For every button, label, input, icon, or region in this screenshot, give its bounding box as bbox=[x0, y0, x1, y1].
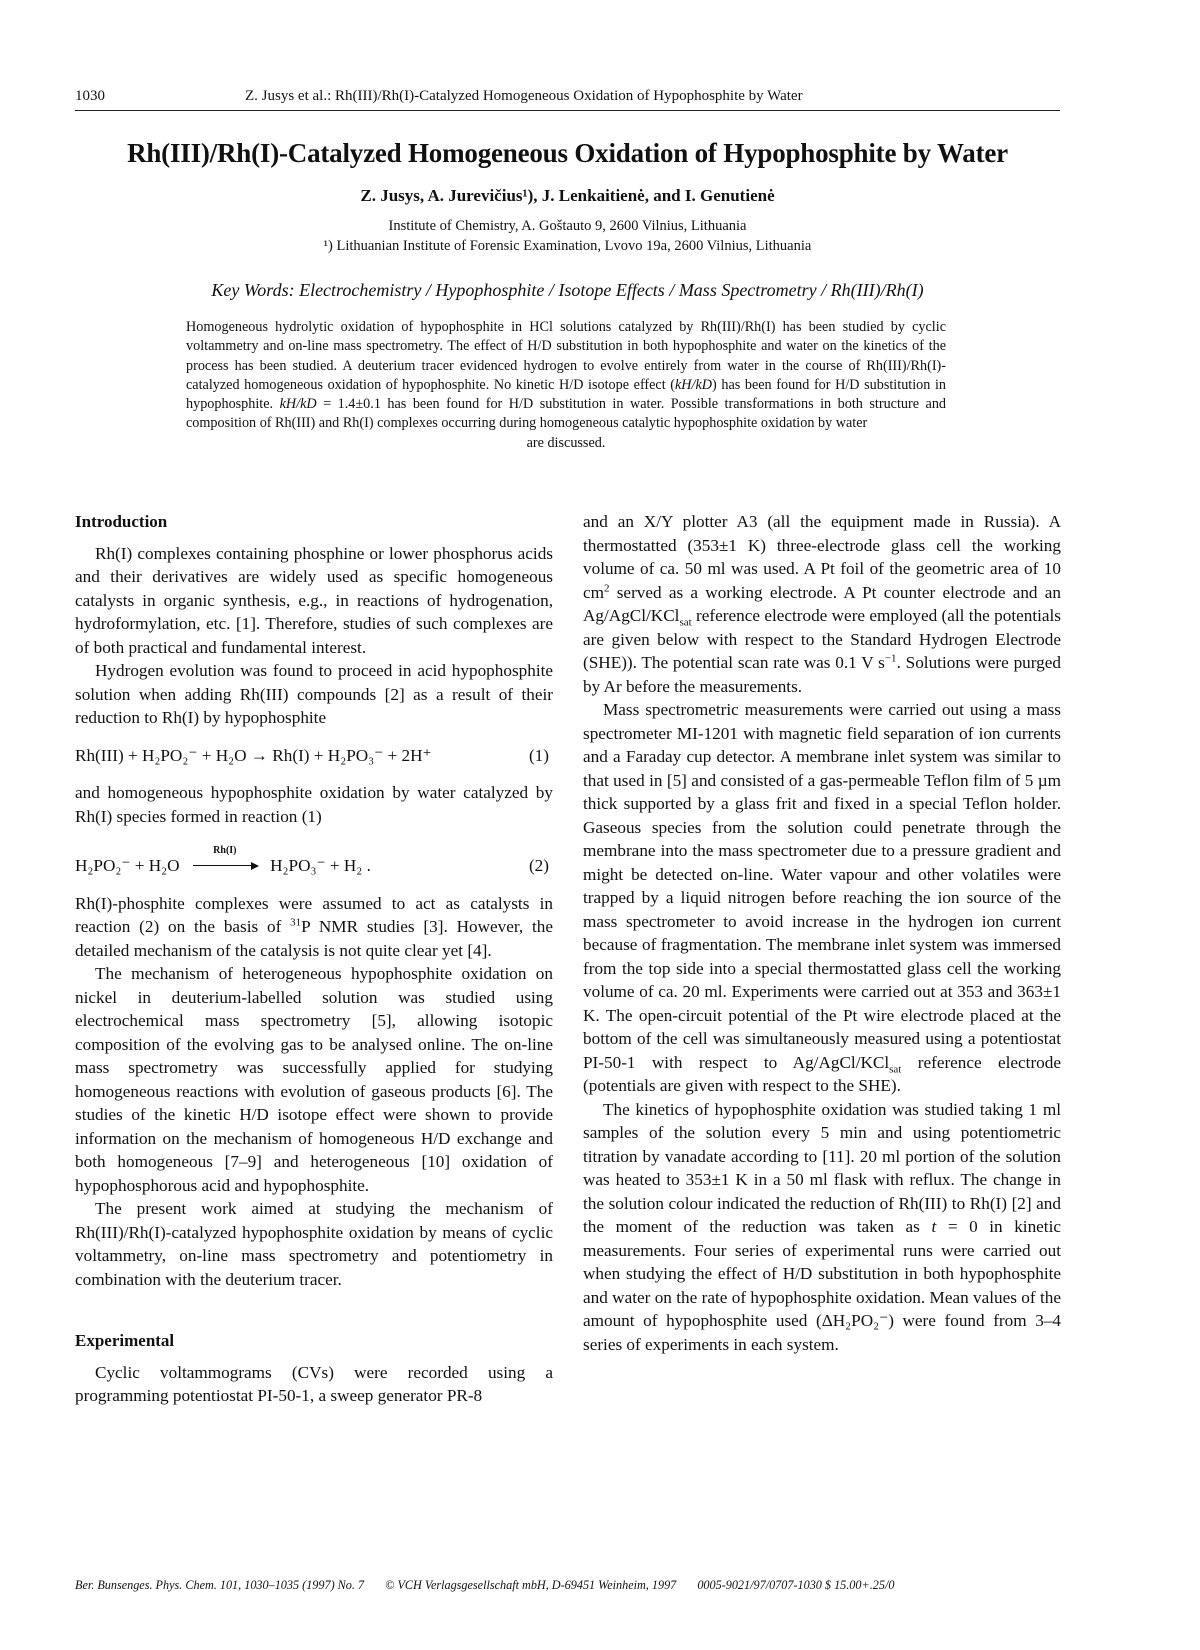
paragraph: Rh(I)-phosphite complexes were assumed to act as catalysts in reaction (2) on the basis of $^{31}$P NMR studies [3]. However, the detailed mechanism of the catalysis is not quite clear yet [4]. bbox=[75, 893, 553, 960]
running-head bbox=[75, 88, 1060, 111]
affiliations bbox=[0, 216, 1135, 256]
section-heading-experimental: Experimental bbox=[75, 1331, 175, 1350]
article-code: 0005-9021/97/0707-1030 $ 15.00+.25/0 bbox=[697, 1578, 895, 1592]
left-column bbox=[75, 510, 553, 1408]
paragraph: and homogeneous hypophosphite oxidation by water catalyzed by Rh(I) species formed in reaction (1) bbox=[75, 783, 553, 826]
right-column bbox=[583, 510, 1061, 1356]
section-heading-introduction: Introduction bbox=[75, 512, 168, 531]
journal-citation: Ber. Bunsenges. Phys. Chem. 101, 1030–1035 (1997) No. 7 bbox=[75, 1578, 365, 1592]
keywords: Key Words: Electrochemistry / Hypophosphite / Isotope Effects / Mass Spectrometry / Rh(III)/Rh(I) bbox=[211, 280, 924, 300]
equation-2: H₂PO₂⁻ + H₂O Rh(I) H₂PO₃⁻ + H₂ . (2) bbox=[75, 854, 553, 878]
paragraph: The kinetics of hypophosphite oxidation was studied taking 1 ml samples of the solution every 5 min and using potentiometric titration by vanadate according to [11]. 20 ml portion of the solution was heated to 353±1 K in a 50 ml flask with reflux. The change in the solution colour indicated the reduction of Rh(III) to Rh(I) [2] and the moment of the reduction was taken as t = 0 in kinetic measurements. Four series of experimental runs were carried out when studying the effect of H/D substitution in both hypophosphite and water on the rate of hypophosphite oxidation. Mean values of the amount of hypophosphite used (ΔH₂PO₂⁻) were found from 3–4 series of experiments in each system. bbox=[583, 1099, 1061, 1354]
paragraph: The mechanism of heterogeneous hypophosphite oxidation on nickel in deuterium-labelled solution was studied using electrochemical mass spectrometry [5], allowing isotopic composition of the evolving gas to be analysed online. The on-line mass spectrometry was successfully applied for studying homogeneous reactions with evolution of gaseous products [6]. The studies of the kinetic H/D isotope effect were shown to provide information on the mechanism of homogeneous H/D exchange and both homogeneous [7–9] and heterogeneous [10] oxidation of hypophosphorous acid and hypophosphite. bbox=[75, 964, 553, 1195]
isotope-ratio: kH/kD bbox=[279, 396, 317, 413]
affiliation-2: ¹) Lithuanian Institute of Forensic Examination, Lvovo 19a, 2600 Vilnius, Lithuania bbox=[323, 238, 812, 254]
page-number: 1030 bbox=[75, 88, 105, 104]
equation-number: (2) bbox=[528, 856, 549, 875]
paragraph: The present work aimed at studying the mechanism of Rh(III)/Rh(I)-catalyzed hypophosphite oxidation by means of cyclic voltammetry, on-line mass spectrometry and potentiometry in combination with the deuterium tracer. bbox=[75, 1199, 553, 1289]
article-title: Rh(III)/Rh(I)-Catalyzed Homogeneous Oxidation of Hypophosphite by Water bbox=[127, 138, 1008, 168]
paragraph: Cyclic voltammograms (CVs) were recorded using a programming potentiostat PI-50-1, a sweep generator PR-8 bbox=[75, 1362, 553, 1405]
paragraph: Mass spectrometric measurements were carried out using a mass spectrometer MI-1201 with magnetic field separation of ion currents and a Faraday cup detector. A membrane inlet system was similar to that used in [5] and consisted of a gas-permeable Teflon film of 5 µm thick supported by a glass frit and fixed in a special Teflon holder. Gaseous species from the solution could penetrate through the membrane into the mass spectrometer due to a pressure gradient and might be detected on-line. Water vapour and other volatiles were trapped by a liquid nitrogen before reaching the ion source of the mass spectrometer to avoid increase in the hydrogen ion current because of fragmentation. The membrane inlet system was immersed from the top side into a special thermostatted glass cell the working volume of ca. 20 ml. Experiments were carried out at 353 and 363±1 K. The open-circuit potential of the Pt wire electrode placed at the bottom of the cell was simultaneously measured using a potentiostat PI-50-1 with respect to Ag/AgCl/KCl$_{sat}$ reference electrode (potentials are given with respect to the SHE). bbox=[583, 700, 1061, 1095]
reaction-arrow-icon: Rh(I) bbox=[190, 854, 260, 878]
page-footer bbox=[75, 1578, 1075, 1593]
running-title: Z. Jusys et al.: Rh(III)/Rh(I)-Catalyzed Homogeneous Oxidation of Hypophosphite by Water bbox=[245, 88, 803, 104]
equation-number: (1) bbox=[528, 745, 549, 765]
abstract: Homogeneous hydrolytic oxidation of hypophosphite in HCl solutions catalyzed by Rh(III)/Rh(I) has been studied by cyclic voltammetry and on-line mass spectrometry. The effect of H/D substitution in both hypophosphite and water on the kinetics of the process has been studied. A deuterium tracer evidenced hydrogen to evolve entirely from water in the course of Rh(III)/Rh(I)-catalyzed homogeneous oxidation of hypophosphite. No kinetic H/D isotope effect (kH/kD) has been found for H/D substitution in hypophosphite. kH/kD = 1.4±0.1 has been found for H/D substitution in water. Possible transformations in both structure and composition of Rh(III) and Rh(I) complexes occurring during homogeneous catalytic hypophosphite oxidation by water are discussed. bbox=[186, 319, 947, 451]
copyright: © VCH Verlagsgesellschaft mbH, D-69451 Weinheim, 1997 bbox=[385, 1578, 677, 1592]
affiliation-1: Institute of Chemistry, A. Goštauto 9, 2600 Vilnius, Lithuania bbox=[388, 218, 747, 234]
author-list: Z. Jusys, A. Jurevičius¹), J. Lenkaitienė, and I. Genutienė bbox=[360, 186, 775, 205]
equation-1 bbox=[75, 744, 553, 768]
paragraph: Rh(I) complexes containing phosphine or lower phosphorus acids and their derivatives are widely used as specific homogeneous catalysts in organic synthesis, e.g., in reactions of hydrogenation, hydroformylation, etc. [1]. Therefore, studies of such complexes are of both practical and fundamental interest. bbox=[75, 543, 553, 657]
paragraph: and an X/Y plotter A3 (all the equipment made in Russia). A thermostatted (353±1 K) three-electrode glass cell the working volume of ca. 50 ml was used. A Pt foil of the geometric area of 10 $cm^2$ served as a working electrode. A Pt counter electrode and an Ag/AgCl/KCl$_{sat}$ reference electrode were employed (all the potentials are given below with respect to the Standard Hydrogen Electrode (SHE)). The potential scan rate was 0.1 V $s^{-1}$. Solutions were purged by Ar before the measurements. bbox=[583, 512, 1061, 696]
paragraph: Hydrogen evolution was found to proceed in acid hypophosphite solution when adding Rh(III) compounds [2] as a result of their reduction to Rh(I) by hypophosphite bbox=[75, 661, 553, 727]
equation-body: Rh(III) + H₂PO₂⁻ + H₂O → Rh(I) + H₂PO₃⁻ + 2H⁺ bbox=[75, 745, 432, 765]
isotope-ratio: kH/kD bbox=[675, 376, 713, 393]
